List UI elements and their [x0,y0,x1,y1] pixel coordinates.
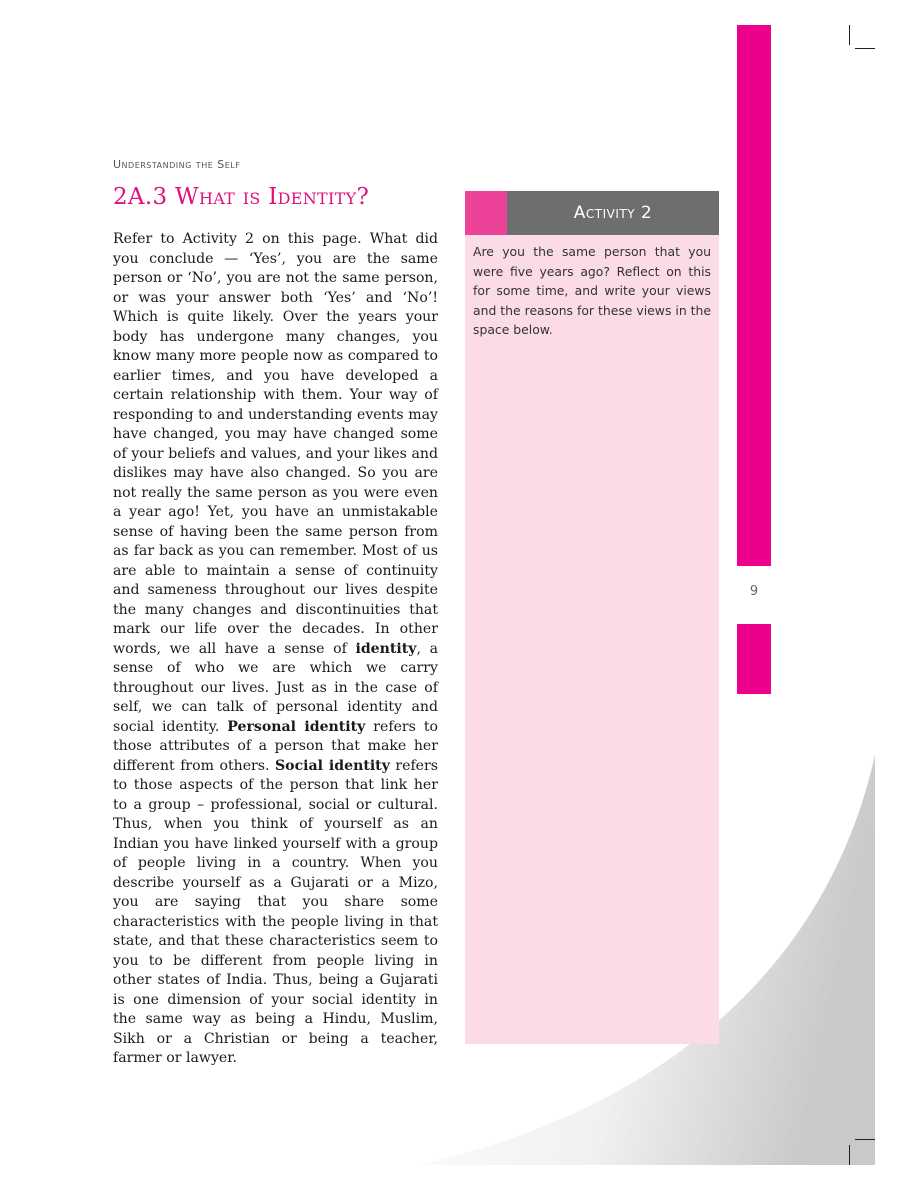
term-personal-identity: Personal identity [227,718,366,735]
running-head: Understanding the Self [113,158,241,171]
section-title: 2A.3 What is Identity? [113,184,370,210]
body-text-part: Refer to Activity 2 on this page. What did you conclude — ‘Yes’, you are the same person or ‘No’, you are not the same person, or was your answer both ‘Yes’ and ‘No’! Which is quite likely. Over the years your body has undergone many changes, you know many more people now as compared to earlier times, and you have developed a certain relationship with them. Your way of responding to and understanding events may have changed, you may have changed some of your beliefs and values, and your likes and dislikes may have also changed. So you are not really the same person as you were even a year ago! Yet, you have an unmistakable sense of having been the same person from as far back as you can remember. Most of us are able to maintain a sense of continuity and sameness throughout our lives despite the many changes and discontinuities that mark our life over the decades. In other words, we all have a sense of [113,231,438,657]
activity-header-accent [465,191,507,235]
crop-mark-top-vertical [849,25,850,45]
activity-prompt: Are you the same person that you were five years ago? Reflect on this for some time, and write your views and the reasons for these views in the space below. [473,244,711,338]
crop-mark-top-horizontal [855,48,875,49]
activity-box [465,191,719,1044]
term-social-identity: Social identity [274,757,390,774]
crop-mark-bottom-vertical [849,1145,850,1165]
body-text-part: , a sense of who we are which we carry throughout our lives. Just as in the case of self, we can talk of personal identity and social identity. [113,640,438,735]
body-text-part: refers to those aspects of the person that link her to a group – professional, social or cultural. Thus, when you think of yourself as an Indian you have linked yourself with a group of people living in a country. When you describe yourself as a Gujarati or a Mizo, you are saying that you share some characteristics with the people living in that state, and that these characteristics seem to you to be different from people living in other states of India. Thus, being a Gujarati is one dimension of your social identity in the same way as being a Hindu, Muslim, Sikh or a Christian or being a teacher, farmer or lawyer. [113,757,438,1066]
activity-title: Activity 2 [573,203,653,223]
side-color-bar-top [737,25,771,566]
page-number: 9 [749,584,759,599]
term-identity: identity [355,640,417,657]
body-text-part: refers to those attributes of a person that make her different from others. [113,718,439,774]
side-color-bar-bottom [737,624,771,694]
activity-header [465,191,719,235]
crop-mark-bottom-horizontal [855,1139,875,1140]
body-paragraph [113,230,438,1069]
